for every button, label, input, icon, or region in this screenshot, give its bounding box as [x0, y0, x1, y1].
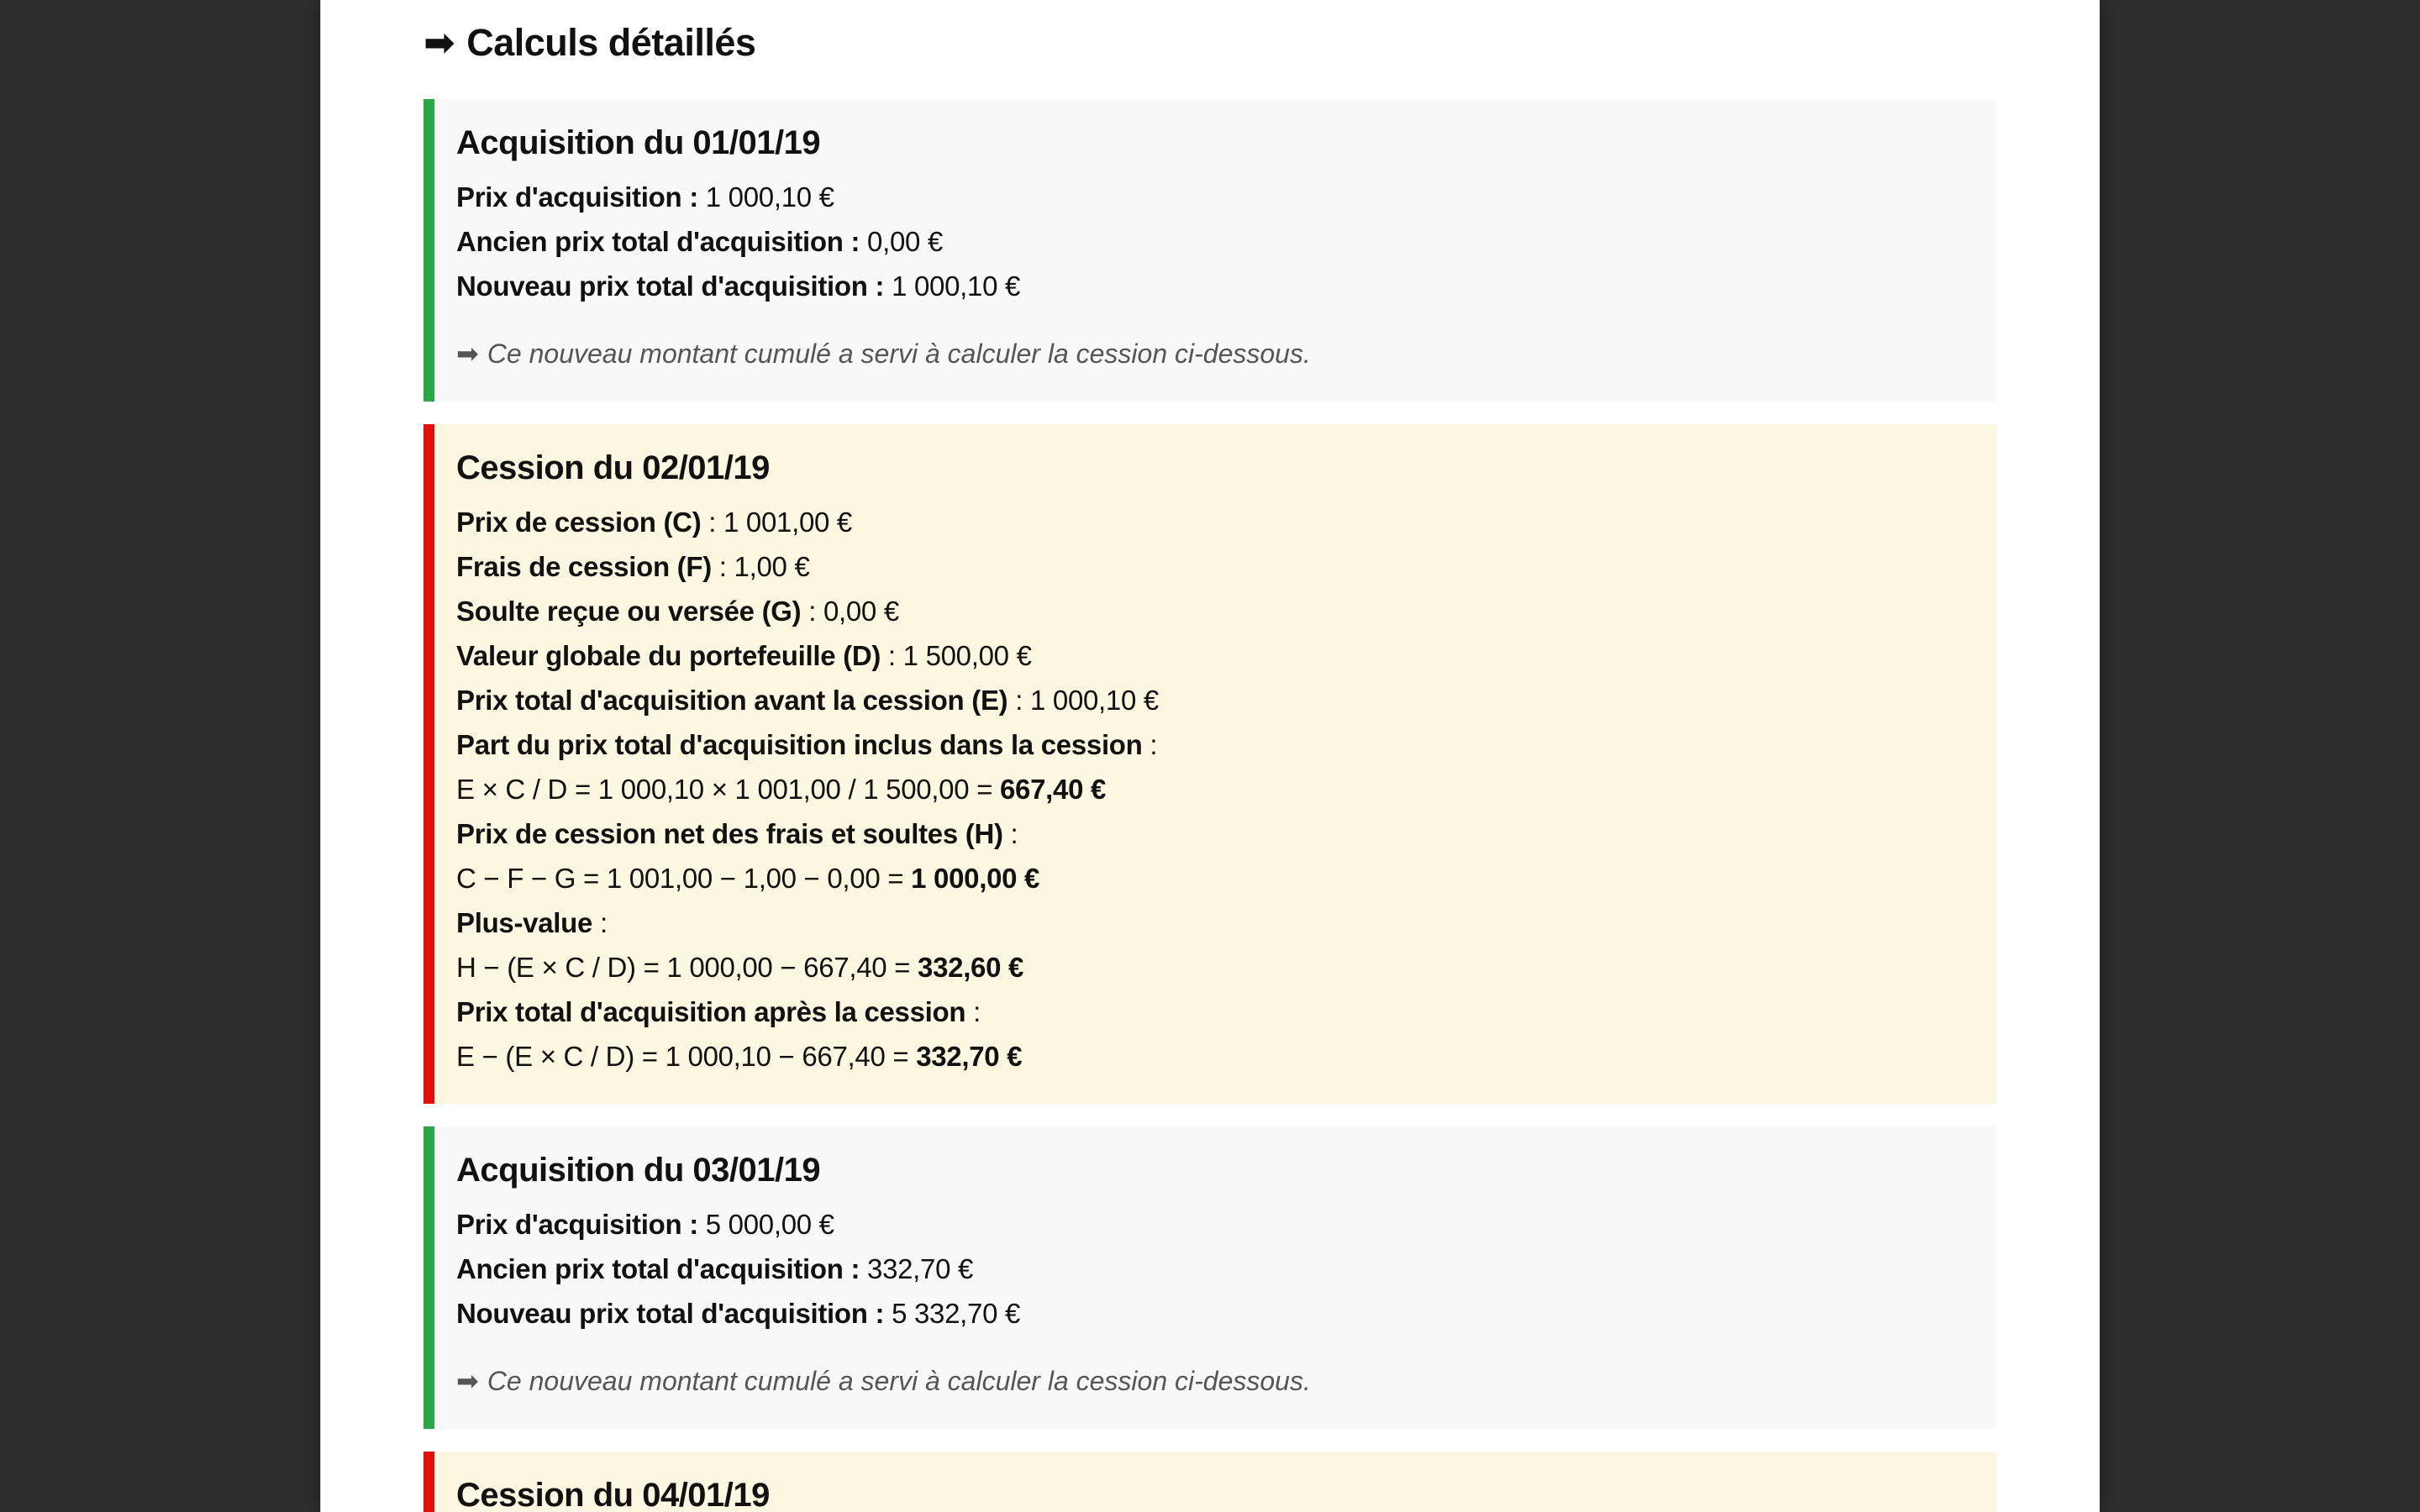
detail-line — [456, 678, 1963, 722]
detail-line — [456, 990, 1963, 1034]
arrow-right-icon: ➡ — [456, 339, 479, 369]
line-label: 332,70 € — [916, 1041, 1023, 1072]
detail-line — [456, 900, 1963, 945]
line-value: 5 000,00 € — [697, 1209, 834, 1240]
card-title: Cession du 04/01/19 — [456, 1477, 770, 1512]
line-value: 1 000,10 € — [697, 181, 834, 213]
line-value: C − F − G = 1 001,00 − 1,00 − 0,00 = — [456, 863, 912, 894]
arrow-right-icon: ➡ — [456, 1366, 479, 1396]
line-label: Prix total d'acquisition avant la cession (E) — [456, 685, 1008, 716]
arrow-right-icon: ➡ — [424, 21, 455, 64]
line-value: : 1 001,00 € — [701, 507, 852, 538]
detail-line — [456, 1202, 1963, 1247]
detail-line — [456, 1034, 1963, 1079]
line-value: : — [592, 907, 608, 938]
detail-line — [456, 589, 1963, 633]
line-value: : 1,00 € — [711, 551, 810, 582]
line-value: E − (E × C / D) = 1 000,10 − 667,40 = — [456, 1041, 917, 1072]
line-value: : — [1142, 729, 1158, 760]
detail-line — [456, 811, 1963, 856]
card-acquisition — [424, 99, 1996, 402]
line-label: Ancien prix total d'acquisition : — [456, 226, 860, 257]
detail-line — [456, 945, 1963, 990]
page-title — [424, 20, 1996, 66]
detail-line — [456, 1291, 1963, 1336]
line-label: 332,60 € — [918, 952, 1024, 983]
detail-line — [456, 264, 1963, 308]
detail-line — [456, 633, 1963, 678]
line-label: Prix d'acquisition : — [456, 181, 698, 213]
card-cession — [424, 1452, 1996, 1512]
line-label: Plus-value — [456, 907, 593, 938]
note-text: Ce nouveau montant cumulé a servi à calculer la cession ci-dessous. — [487, 1366, 1311, 1396]
card-cession — [424, 424, 1996, 1104]
line-label: Prix de cession net des frais et soultes (H) — [456, 818, 1003, 849]
detail-line — [456, 856, 1963, 900]
line-label: 1 000,00 € — [911, 863, 1040, 894]
note-text: Ce nouveau montant cumulé a servi à calculer la cession ci-dessous. — [487, 339, 1311, 369]
line-value: 332,70 € — [860, 1253, 974, 1284]
detail-line — [456, 1247, 1963, 1291]
line-value: 1 000,10 € — [884, 270, 1021, 302]
card-title: Acquisition du 03/01/19 — [456, 1152, 821, 1189]
line-label: Frais de cession (F) — [456, 551, 712, 582]
detail-line — [456, 219, 1963, 264]
line-value: E × C / D = 1 000,10 × 1 001,00 / 1 500,00 = — [456, 774, 1000, 805]
detail-line — [456, 722, 1963, 767]
detail-line — [456, 500, 1963, 544]
line-value: : 0,00 € — [801, 596, 899, 627]
line-value: 5 332,70 € — [884, 1298, 1021, 1329]
page-title-text: Calculs détaillés — [466, 21, 756, 64]
cards — [424, 99, 1996, 1512]
line-label: Part du prix total d'acquisition inclus dans la cession — [456, 729, 1143, 760]
line-label: Valeur globale du portefeuille (D) — [456, 640, 881, 671]
document-page — [320, 0, 2100, 1512]
line-value: : 1 500,00 € — [881, 640, 1032, 671]
line-value: 0,00 € — [860, 226, 943, 257]
line-label: Ancien prix total d'acquisition : — [456, 1253, 860, 1284]
cumulative-note — [456, 332, 1963, 376]
card-title: Cession du 02/01/19 — [456, 449, 770, 486]
line-value: : — [965, 996, 981, 1027]
card-title: Acquisition du 01/01/19 — [456, 124, 821, 161]
line-label: Prix de cession (C) — [456, 507, 702, 538]
detail-line — [456, 767, 1963, 811]
line-label: Nouveau prix total d'acquisition : — [456, 270, 885, 302]
card-acquisition — [424, 1126, 1996, 1429]
line-value: : 1 000,10 € — [1007, 685, 1159, 716]
line-label: Prix total d'acquisition après la cession — [456, 996, 966, 1027]
detail-line — [456, 544, 1963, 589]
line-label: Soulte reçue ou versée (G) — [456, 596, 802, 627]
line-value: : — [1002, 818, 1018, 849]
line-label: Prix d'acquisition : — [456, 1209, 698, 1240]
line-value: H − (E × C / D) = 1 000,00 − 667,40 = — [456, 952, 918, 983]
line-label: Nouveau prix total d'acquisition : — [456, 1298, 885, 1329]
detail-line — [456, 175, 1963, 219]
line-label: 667,40 € — [999, 774, 1107, 805]
cumulative-note — [456, 1359, 1963, 1404]
